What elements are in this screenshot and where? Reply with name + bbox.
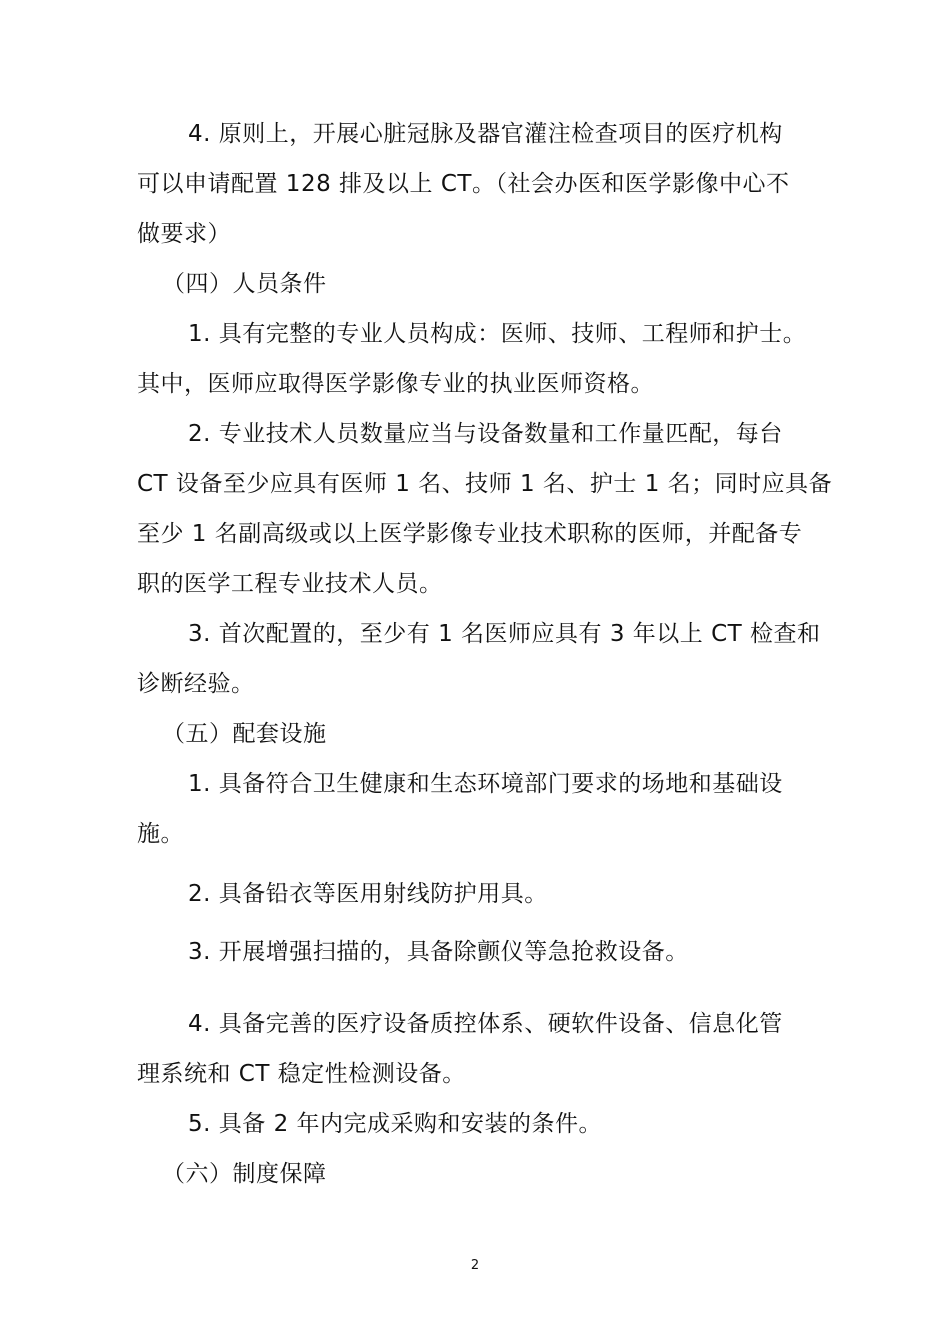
paragraph-line: 做要求） xyxy=(137,221,231,247)
paragraph-line: 其中，医师应取得医学影像专业的执业医师资格。 xyxy=(137,371,654,397)
paragraph-line: 4. 原则上，开展心脏冠脉及器官灌注检查项目的医疗机构 xyxy=(188,121,783,147)
paragraph-line: 理系统和 CT 稳定性检测设备。 xyxy=(137,1061,466,1087)
paragraph-line: 至少 1 名副高级或以上医学影像专业技术职称的医师，并配备专 xyxy=(137,521,803,547)
page-number: 2 xyxy=(470,1258,480,1273)
paragraph-line: 职的医学工程专业技术人员。 xyxy=(137,571,443,597)
section-heading: （四）人员条件 xyxy=(162,271,327,297)
paragraph-line: CT 设备至少应具有医师 1 名、技师 1 名、护士 1 名；同时应具备 xyxy=(137,471,833,497)
paragraph-line: 1. 具备符合卫生健康和生态环境部门要求的场地和基础设 xyxy=(188,771,783,797)
paragraph-line: 3. 首次配置的，至少有 1 名医师应具有 3 年以上 CT 检查和 xyxy=(188,621,821,647)
paragraph-line: 2. 具备铅衣等医用射线防护用具。 xyxy=(188,881,548,907)
paragraph-line: 4. 具备完善的医疗设备质控体系、硬软件设备、信息化管 xyxy=(188,1011,783,1037)
paragraph-line: 5. 具备 2 年内完成采购和安装的条件。 xyxy=(188,1111,603,1137)
paragraph-line: 可以申请配置 128 排及以上 CT。（社会办医和医学影像中心不 xyxy=(137,171,790,197)
paragraph-line: 1. 具有完整的专业人员构成：医师、技师、工程师和护士。 xyxy=(188,321,807,347)
section-heading: （六）制度保障 xyxy=(162,1161,327,1187)
paragraph-line: 施。 xyxy=(137,821,184,847)
section-heading: （五）配套设施 xyxy=(162,721,327,747)
paragraph-line: 2. 专业技术人员数量应当与设备数量和工作量匹配，每台 xyxy=(188,421,783,447)
paragraph-line: 诊断经验。 xyxy=(137,671,255,697)
paragraph-line: 3. 开展增强扫描的，具备除颤仪等急抢救设备。 xyxy=(188,939,689,965)
